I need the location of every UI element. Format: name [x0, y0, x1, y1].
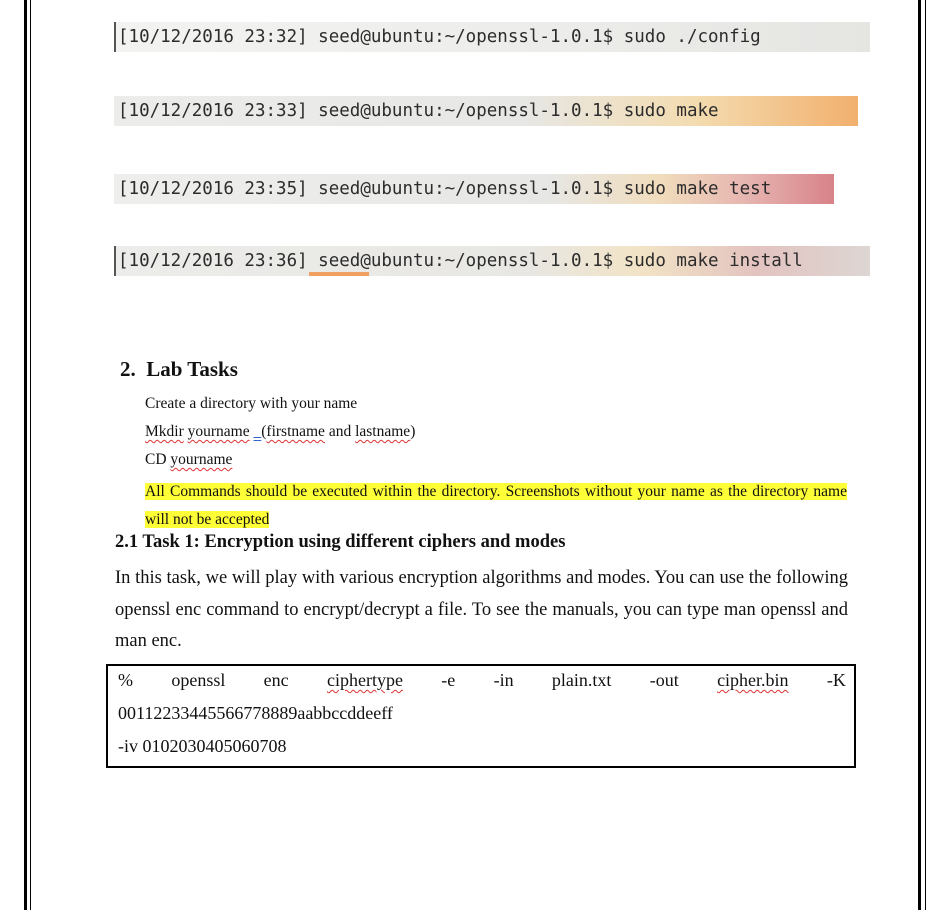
- terminal-command: sudo make: [623, 101, 719, 121]
- cmd-token-cipherbin: cipher.bin: [717, 670, 789, 690]
- terminal-prompt: [10/12/2016 23:36] seed@ubuntu:~/openssl-1.0.1$: [118, 251, 624, 271]
- cmd-token-ciphertype: ciphertype: [326, 670, 403, 690]
- mkdir-and: and: [324, 423, 356, 440]
- terminal-edge: [114, 246, 116, 276]
- section-heading: [120, 357, 238, 382]
- cd-argument: yourname: [170, 451, 233, 468]
- cmd-token-percent: %: [118, 670, 133, 690]
- instruction-cd: [145, 451, 232, 469]
- highlight-note: [145, 478, 847, 534]
- cmd-token-e: -e: [441, 670, 456, 690]
- cd-command: CD: [145, 451, 167, 468]
- page-border-left: [24, 0, 27, 910]
- mkdir-firstname: firstname: [266, 423, 325, 440]
- terminal-screenshot-config: [114, 22, 870, 52]
- mkdir-paren-close: ): [410, 423, 416, 440]
- terminal-command: sudo make test: [623, 179, 772, 199]
- task-heading: 2.1 Task 1: Encryption using different ciphers and modes: [115, 532, 566, 552]
- terminal-prompt: [10/12/2016 23:35] seed@ubuntu:~/openssl-1.0.1$: [118, 179, 624, 199]
- terminal-prompt: [10/12/2016 23:32] seed@ubuntu:~/openssl-1.0.1$: [118, 27, 624, 47]
- terminal-screenshot-make: [114, 96, 858, 126]
- page-border-right: [918, 0, 921, 910]
- highlight-text: All Commands should be executed within the directory. Screenshots without your name as the directory name will not be accepted: [145, 483, 847, 528]
- cmd-token-plaintxt: plain.txt: [551, 670, 612, 690]
- cmd-token-enc: enc: [263, 670, 289, 690]
- mkdir-argument: yourname: [187, 423, 250, 440]
- page-border-right-inner: [925, 0, 926, 910]
- terminal-command: sudo make install: [623, 251, 803, 271]
- cmd-token-in: -in: [493, 670, 514, 690]
- cmd-token-openssl: openssl: [171, 670, 226, 690]
- mkdir-paren-open: (: [261, 423, 267, 440]
- section-title: Lab Tasks: [146, 357, 238, 381]
- terminal-prompt: [10/12/2016 23:33] seed@ubuntu:~/openssl-1.0.1$: [118, 101, 624, 121]
- terminal-command: sudo ./config: [623, 27, 761, 47]
- mkdir-command: Mkdir: [145, 423, 184, 440]
- mkdir-lastname: lastname: [355, 423, 411, 440]
- section-number: 2.: [120, 357, 136, 381]
- command-key: 00112233445566778889aabbccddeeff: [118, 703, 393, 723]
- command-box: [106, 664, 856, 768]
- page-border-left-inner: [30, 0, 31, 910]
- command-line: [118, 670, 846, 691]
- terminal-glint: [309, 272, 369, 276]
- terminal-edge: [114, 22, 116, 52]
- cmd-token-out: -out: [649, 670, 679, 690]
- cmd-token-k: -K: [826, 670, 846, 690]
- terminal-screenshot-make-test: [114, 174, 834, 204]
- instruction-mkdir: [145, 423, 415, 441]
- instruction-create-dir: Create a directory with your name: [145, 395, 358, 412]
- command-iv: -iv 0102030405060708: [118, 736, 287, 756]
- task-paragraph: In this task, we will play with various encryption algorithms and modes. You can use the following openssl enc command to encrypt/decrypt a file. To see the manuals, you can type man openssl and man enc.: [115, 568, 848, 651]
- terminal-screenshot-make-install: [114, 246, 870, 276]
